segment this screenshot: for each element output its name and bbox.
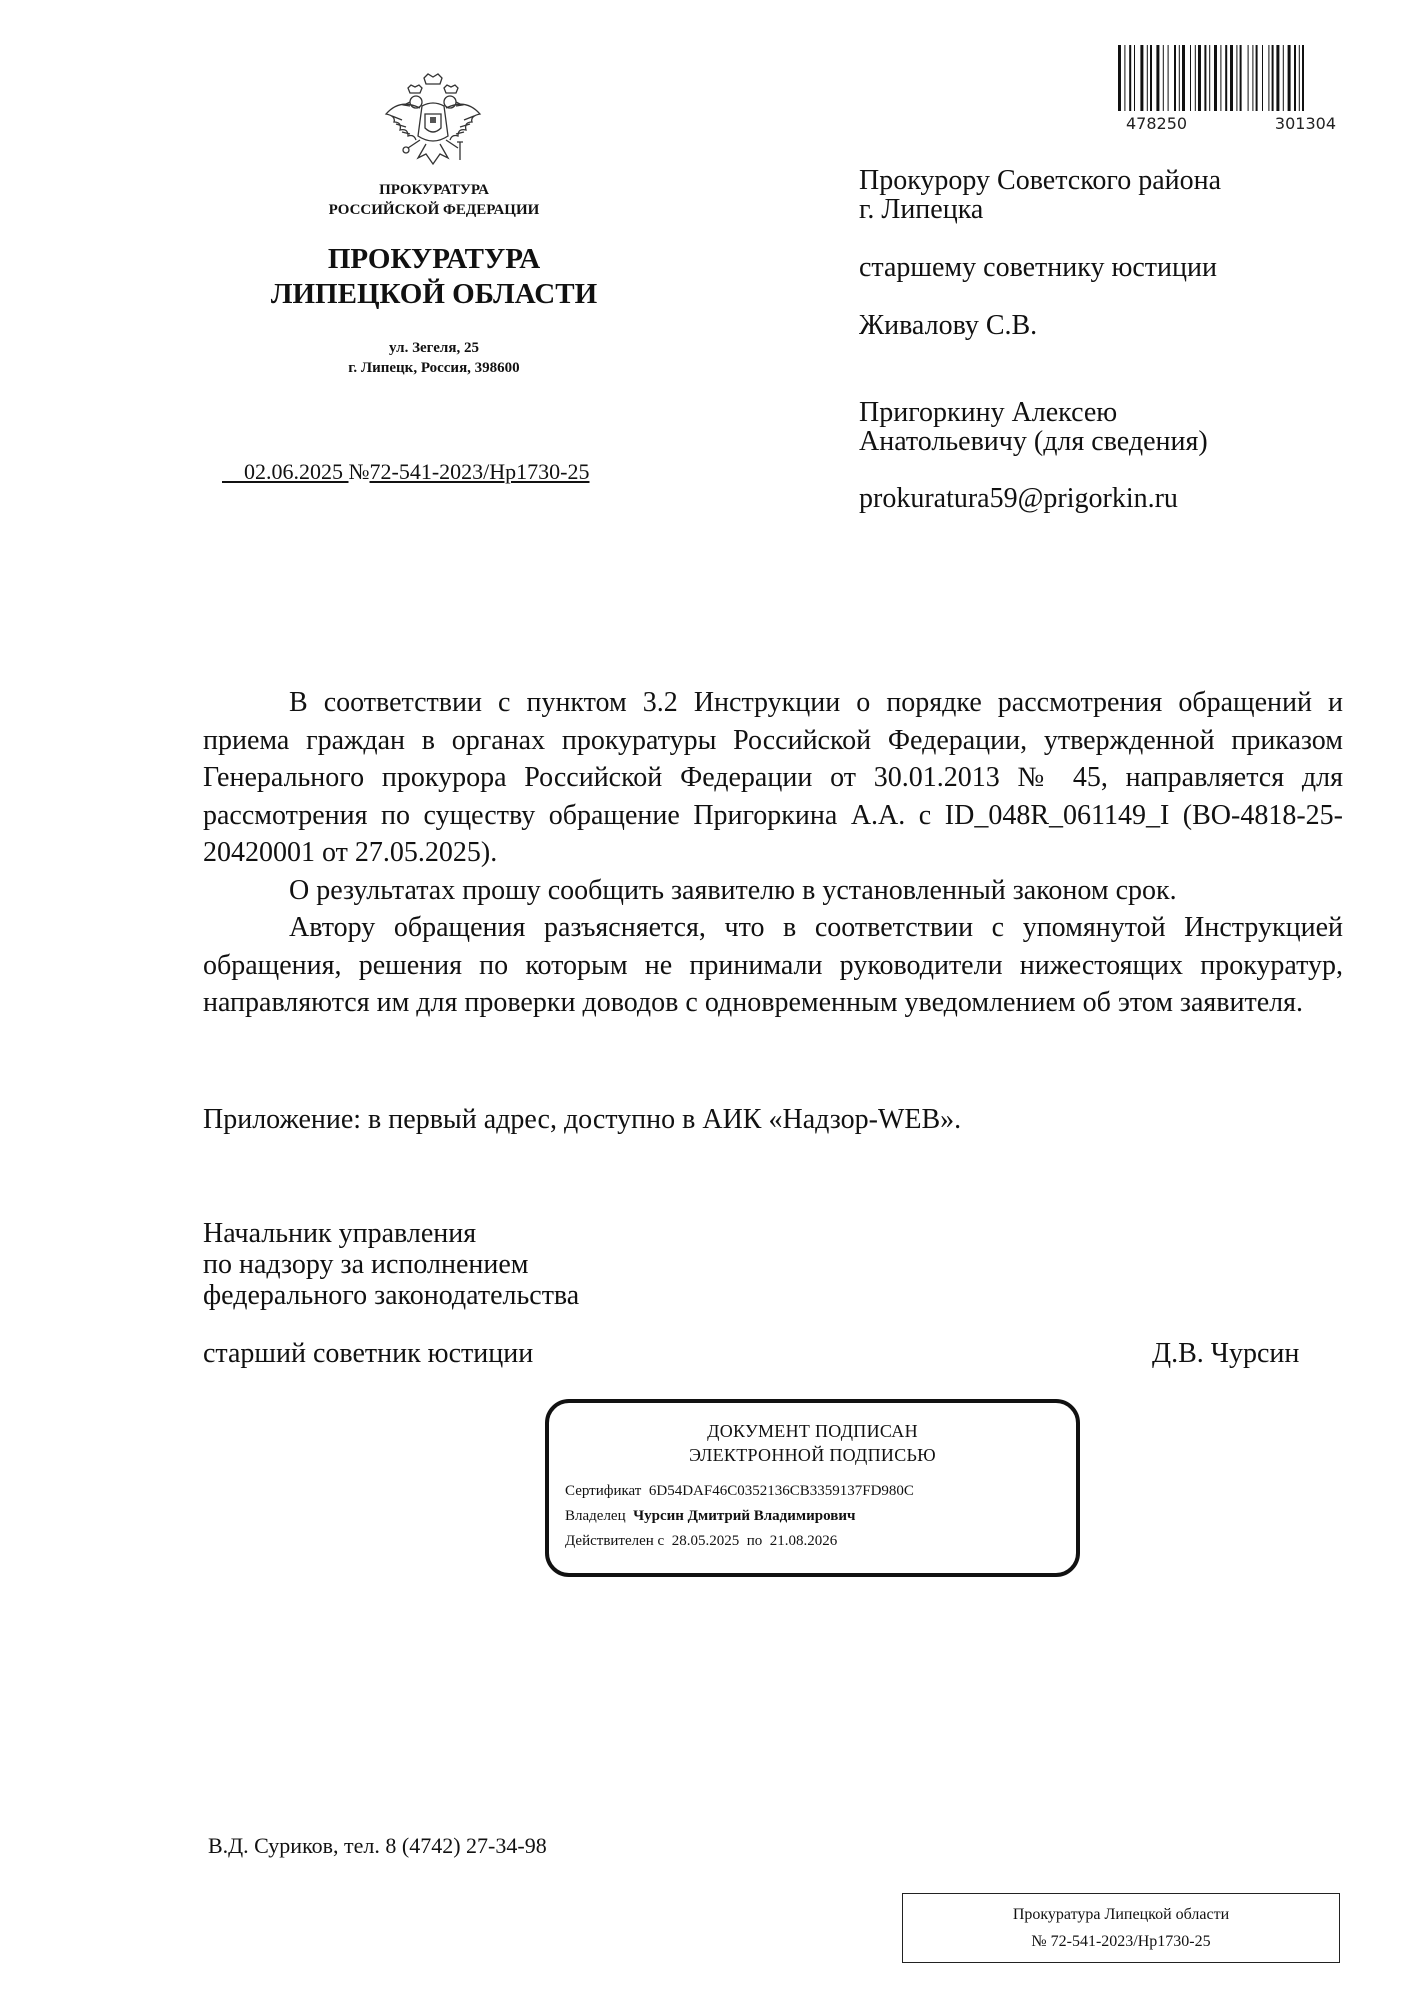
esig-owner [565,1508,855,1525]
office-address-line1: ул. Зегеля, 25 [389,340,479,356]
org-name-line1: ПРОКУРАТУРА [379,182,489,198]
barcode-bar [1272,45,1274,111]
barcode-bar [1195,45,1196,111]
barcode-bar [1168,45,1169,111]
addressee-name: Живалову С.В. [859,310,1038,341]
office-name-line1: ПРОКУРАТУРА [327,243,541,275]
esig-cert-label: Сертификат [565,1483,642,1499]
esig-cert-value: 6D54DAF46C0352136CB3359137FD980C [648,1483,914,1499]
barcode-bar [1283,45,1284,111]
barcode-numbers [1126,114,1336,133]
copy-recipient-line2: Анатольевичу (для сведения) [859,426,1208,457]
letter-body [203,684,1343,1022]
barcode [1118,45,1334,111]
barcode-bar [1190,45,1191,111]
letter-date: 02.06.2025 [244,459,343,484]
letter-number: 72-541-2023/Нр1730-25 [369,459,590,484]
barcode-bar [1147,45,1148,111]
esig-validity [565,1533,837,1550]
barcode-bar [1182,45,1185,111]
barcode-bar [1179,45,1180,111]
registration-box [902,1893,1340,1963]
barcode-bar [1118,45,1121,111]
barcode-bar [1268,45,1269,111]
esig-valid-to: 21.08.2026 [769,1533,838,1549]
esig-title-line1: ДОКУМЕНТ ПОДПИСАН [707,1421,918,1441]
signer-position-line2: по надзору за исполнением [203,1249,529,1280]
esig-valid-label: Действителен с [565,1533,665,1549]
barcode-bar [1214,45,1217,111]
barcode-bar [1230,45,1233,111]
barcode-bar [1124,45,1125,111]
body-paragraph-3: Автору обращения разъясняется, что в соответствии с упомянутой Инструкцией обращения, решения по которым не принимали руководители нижестоящих прокуратур, направляются им для проверки доводов с одновременным уведомлением об этом заявителя. [203,912,1343,1018]
esig-valid-to-label: по [746,1533,763,1549]
barcode-bar [1299,45,1300,111]
body-paragraph-1: В соответствии с пунктом 3.2 Инструкции о порядке рассмотрения обращений и приема граждан в органах прокуратуры Российской Федерации, утвержденной приказом Генерального прокурора Российской Федерации от 30.01.2013 № 45, направляется для рассмотрения по существу обращение Пригоркина А.А. с ID_048R_061149_I (ВО-4818-25-20420001 от 27.05.2025). [203,687,1343,868]
org-name-line2: РОССИЙСКОЙ ФЕДЕРАЦИИ [328,202,540,218]
barcode-bar [1225,45,1227,111]
appendix-note: Приложение: в первый адрес, доступно в АИК «Надзор-WEB». [203,1104,962,1135]
registration-number: № 72-541-2023/Нр1730-25 [1031,1933,1211,1950]
signer-rank: старший советник юстиции [203,1338,534,1369]
esig-title-line2: ЭЛЕКТРОННОЙ ПОДПИСЬЮ [689,1445,936,1465]
office-address-line2: г. Липецк, Россия, 398600 [348,360,520,376]
number-sign: № [348,459,370,484]
russian-coat-of-arms-icon [378,72,488,180]
signer-name: Д.В. Чурсин [1152,1338,1300,1369]
letter-date-field [222,459,349,484]
barcode-bar [1204,45,1206,111]
registration-org: Прокуратура Липецкой области [1012,1906,1230,1923]
barcode-bar [1248,45,1249,111]
barcode-bar [1302,45,1304,111]
date-and-number-line [222,459,672,485]
barcode-bar [1288,45,1291,111]
esig-certificate [565,1483,914,1500]
addressee-rank: старшему советнику юстиции [859,252,1217,283]
addressee-line1: Прокурору Советского района [859,165,1222,196]
signer-position-line1: Начальник управления [203,1218,477,1249]
addressee-line2: г. Липецка [859,194,984,225]
barcode-bar [1198,45,1201,111]
barcode-bar [1174,45,1176,111]
body-paragraph-2: О результатах прошу сообщить заявителю в установленный законом срок. [289,874,1177,906]
barcode-bar [1252,45,1253,111]
barcode-bar [1294,45,1296,111]
esig-owner-label: Владелец [565,1508,626,1524]
barcode-bar [1150,45,1152,111]
copy-recipient-email: prokuratura59@prigorkin.ru [859,483,1178,514]
barcode-bar [1236,45,1237,111]
barcode-bar [1156,45,1159,111]
barcode-left-number: 478250 [1126,114,1188,133]
office-name-line2: ЛИПЕЦКОЙ ОБЛАСТИ [270,278,598,310]
barcode-bar [1134,45,1135,111]
copy-recipient-line1: Пригоркину Алексею [859,397,1118,428]
barcode-right-number: 301304 [1274,114,1336,133]
barcode-bar [1240,45,1242,111]
electronic-signature-stamp [545,1399,1080,1577]
barcode-bar [1262,45,1263,111]
barcode-bar [1163,45,1164,111]
barcode-bar [1256,45,1258,111]
barcode-bar [1129,45,1131,111]
esig-valid-from: 28.05.2025 [671,1533,740,1549]
barcode-bar [1276,45,1279,111]
barcode-bar [1220,45,1221,111]
esig-owner-value: Чурсин Дмитрий Владимирович [633,1508,856,1524]
executor-contact: В.Д. Суриков, тел. 8 (4742) 27-34-98 [208,1833,547,1858]
barcode-bar [1140,45,1143,111]
barcode-bar [1209,45,1210,111]
signer-position-line3: федерального законодательства [203,1280,580,1311]
